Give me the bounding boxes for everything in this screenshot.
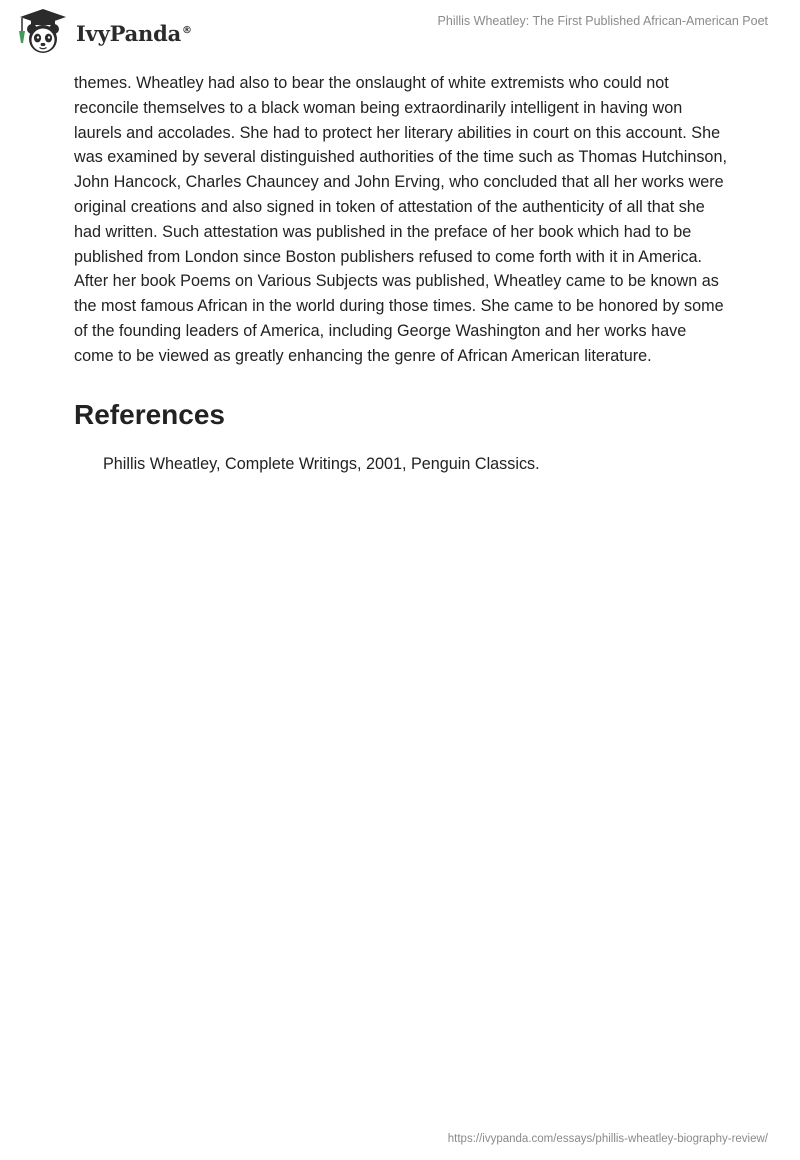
registered-mark: ® (182, 24, 192, 36)
document-title: Phillis Wheatley: The First Published African-American Poet (437, 14, 768, 28)
essay-content (74, 71, 730, 476)
reference-item: Phillis Wheatley, Complete Writings, 2001, Penguin Classics. (103, 454, 540, 473)
brand-logo[interactable] (14, 8, 192, 56)
references-heading: References (74, 398, 225, 430)
page-header (0, 0, 800, 62)
essay-paragraph: themes. Wheatley had also to bear the onslaught of white extremists who could not reconcile themselves to a black woman being extraordinarily intelligent in having won laurels and accolades. She had to protect her literary abilities in court on this account. She was examined by several distinguished authorities of the time such as Thomas Hutchinson, John Hancock, Charles Chauncey and John Erving, who concluded that all her works were original creations and also signed in token of attestation of the authenticity of all that she had written. Such attestation was published in the preface of her book which had to be published from London since Boston publishers refused to come forth with it in America. After her book Poems on Various Subjects was published, Wheatley came to be known as the most famous African in the world during those times. She came to be honored by some of the founding leaders of America, including George Washington and her works have come to be viewed as greatly enhancing the genre of African American literature. (74, 74, 727, 365)
panda-graduate-icon (14, 7, 72, 57)
source-url-link[interactable]: https://ivypanda.com/essays/phillis-wheatley-biography-review/ (447, 1133, 768, 1145)
brand-name: IvyPanda® (76, 20, 192, 46)
